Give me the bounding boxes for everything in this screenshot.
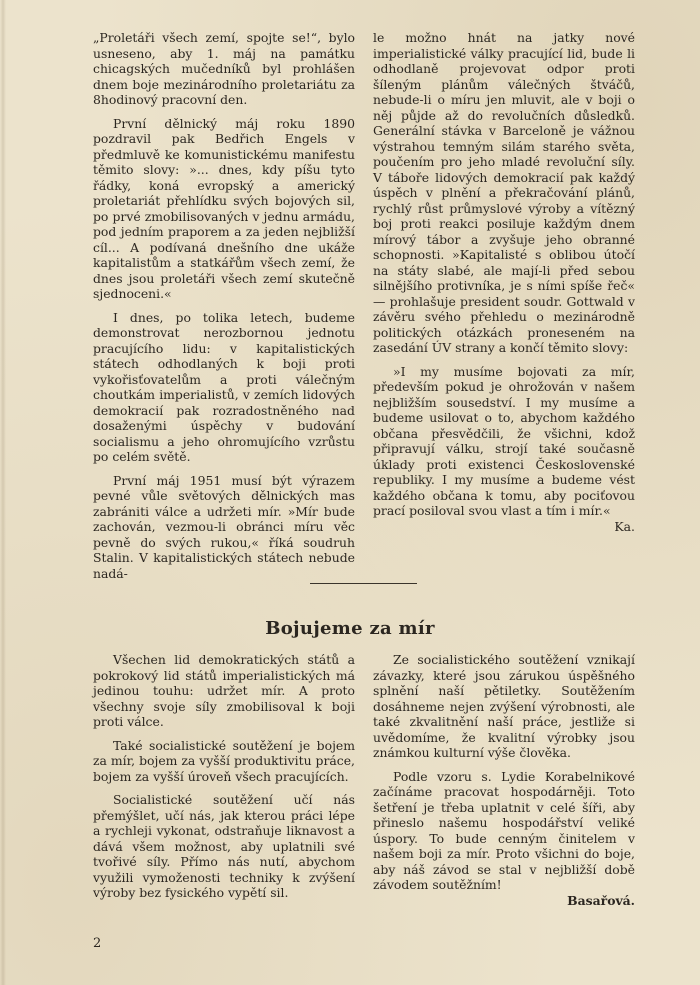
paragraph: »I my musíme bojovati za mír, především pokud je ohrožován v našem nejbližším sousedství. I my musíme a budeme usilovat o to, abychom každého občana přesvědčili, že všichni, kdož připravují válku, strojí také současně úklady proti existenci Československé republiky. I my musíme a budeme vést každého občana k tomu, aby pociťovou prací posiloval svou vlast a tím i mír.« bbox=[373, 363, 635, 518]
column-bottom-left bbox=[93, 652, 355, 901]
paragraph: Ze socialistického soutěžení vznikají závazky, které jsou zárukou úspěšného splnění naší pětiletky. Soutěžením dosáhneme nejen zvýšení výrobnosti, ale také zkvalitnění naší práce, jestliže si uvědomíme, že kvalitní výrobky jsou známkou kulturní výše člověka. bbox=[373, 652, 635, 760]
paragraph: První dělnický máj roku 1890 pozdravil pak Bedřich Engels v předmluvě ke komunistickému manifestu těmito slovy: »... dnes, kdy píšu tyto řádky, koná evropský a americký proletariát přehlídku svých bojových sil, po prvé zmobilisovaných v jednu armádu, pod jedním praporem a za jeden nejbližší cíl... A podívaná dnešního dne ukáže kapitalistům a statkářům všech zemí, že dnes jsou proletáři všech zemí skutečně sjednoceni.« bbox=[93, 115, 355, 301]
column-top-right bbox=[373, 30, 635, 534]
article-title: Bojujeme za mír bbox=[265, 618, 435, 639]
paragraph: První máj 1951 musí být výrazem pevné vůle světových dělnických mas zabrániti válce a udržeti mír. »Mír bude zachován, vezmou-li obránci míru věc pevně do svých rukou,« říká soudruh Stalin. V kapitalistických státech nebude nadá- bbox=[93, 472, 355, 581]
paragraph: Také socialistické soutěžení je bojem za mír, bojem za vyšší produktivitu práce, bojem za vyšší úroveň všech pracujících. bbox=[93, 737, 355, 784]
column-top-left bbox=[93, 30, 355, 581]
page-edge-shadow bbox=[0, 0, 6, 985]
column-bottom-right bbox=[373, 652, 635, 908]
paragraph: „Proletáři všech zemí, spojte se!“, bylo usneseno, aby 1. máj na památku chicagských mučedníků byl prohlášen dnem boje mezinárodního proletariátu za 8hodinový pracovní den. bbox=[93, 30, 355, 107]
paragraph: le možno hnát na jatky nové imperialistické války pracující lid, bude li odhodlaně projevovat odpor proti šíleným plánům válečných štváčů, nebude-li o míru jen mluvit, ale v boji o něj půjde až do revolučních důsledků. Generální stávka v Barceloně je vážnou výstrahou temným silám starého světa, poučením pro jeho mladé revoluční síly. V táboře lidových demokracií pak každý úspěch v plnění a překračování plánů, rychlý růst průmyslové výroby a vítězný boj proti reakci posiluje každým dnem mírový tábor a zvyšuje jeho obranné schopnosti. »Kapitalisté s oblibou útočí na státy slabé, ale mají-li před sebou silnějšího protivníka, je s ními spíše řeč« — prohlašuje president soudr. Gottwald v závěru svého přehledu o mezinárodně politických otázkách proneseném na zasedání ÚV strany a končí těmito slovy: bbox=[373, 30, 635, 355]
paragraph: Podle vzoru s. Lydie Korabelnikové začínáme pracovat hospodárněji. Toto šetření je třeba uplatnit v celé šíři, aby přineslo našemu hospodářství veliké úspory. To bude cenným činitelem v našem boji za mír. Proto všichni do boje, aby náš závod se stal v nejbližší době závodem soutěžním! bbox=[373, 768, 635, 892]
author-signature: Ka. bbox=[614, 518, 635, 534]
page-number: 2 bbox=[93, 936, 102, 951]
paragraph: Všechen lid demokratických států a pokrokový lid států imperialistických má jedinou touhu: udržet mír. A proto všechny svoje síly zmobilisoval k boji proti válce. bbox=[93, 652, 355, 729]
paragraph: Socialistické soutěžení učí nás přemýšlet, učí nás, jak kterou práci lépe a rychleji vykonat, odstraňuje liknavost a dává všem možnost, aby uplatnili své tvořivé síly. Přímo nás nutí, abychom využili vymoženosti techniky k zvýšení výroby bez fysického vypětí sil. bbox=[93, 792, 355, 900]
section-divider bbox=[310, 583, 417, 584]
paragraph: I dnes, po tolika letech, budeme demonstrovat nerozbornou jednotu pracujícího lidu: v kapitalistických státech odhodlaných k boji proti vykořisťovatelům a proti válečným choutkám imperialistů, v zemích lidových demokracií pak rozradostněného nad dosaženými úspěchy v budování socialismu a jeho ohromujícího vzrůstu po celém světě. bbox=[93, 309, 355, 464]
author-signature: Basařová. bbox=[567, 892, 635, 908]
